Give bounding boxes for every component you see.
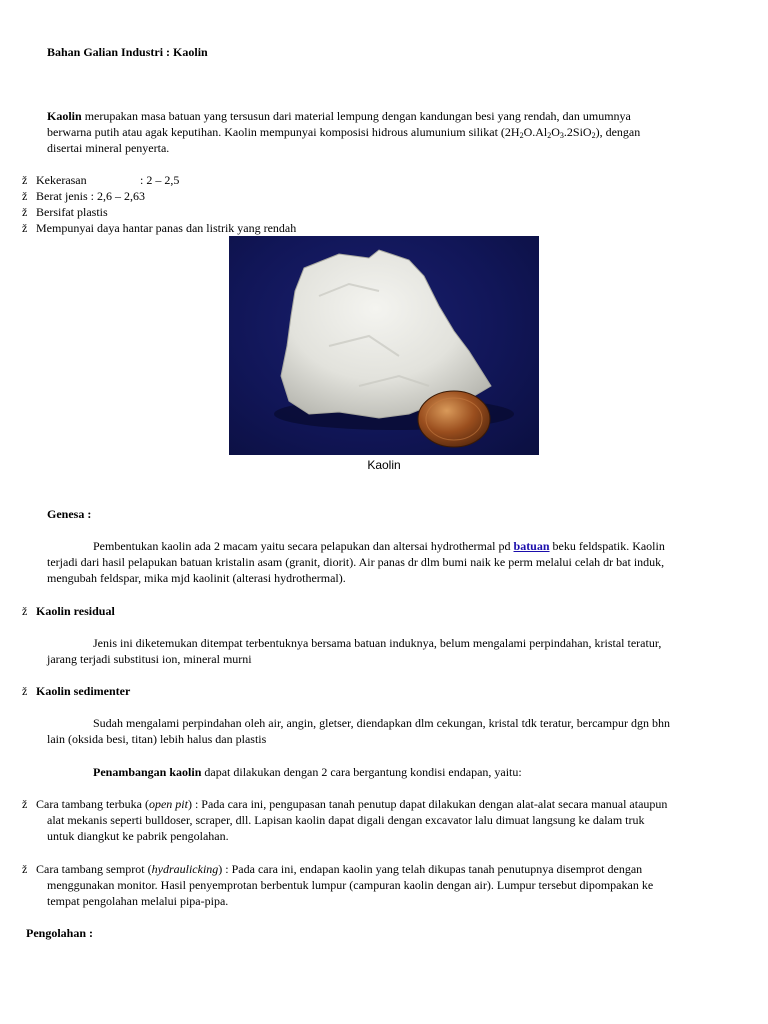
hydraulicking-line-1: Cara tambang semprot (hydraulicking) : Pada cara ini, endapan kaolin yang telah dikupas tanah penutupnya disemprot dengan <box>36 862 643 876</box>
bullet-marker: ž <box>22 862 28 876</box>
genesa-line-3: mengubah feldspar, mika mjd kaolinit (alterasi hydrothermal). <box>47 571 346 585</box>
page-title: Bahan Galian Industri : Kaolin <box>47 45 208 59</box>
open-pit-line-3: untuk diangkut ke pabrik pengolahan. <box>47 829 229 843</box>
open-pit-line-2: alat mekanis seperti bulldoser, scraper, dll. Lapisan kaolin dapat digali dengan excavator lalu dimuat langsung ke dalam truk <box>47 813 645 827</box>
intro-line-2: berwarna putih atau agak keputihan. Kaolin mempunyai komposisi hidrous alumunium silikat $(2H_2O.Al_2O_3.2SiO_2)$, dengan <box>47 125 641 140</box>
processing-heading: Pengolahan : <box>26 926 94 940</box>
genesa-heading: Genesa : <box>47 507 92 521</box>
sediment-heading: Kaolin sedimenter <box>36 684 131 698</box>
kaolin-rock-illustration <box>229 236 539 455</box>
hydraulicking-line-2: menggunakan monitor. Hasil penyemprotan berbentuk lumpur (campuran kaolin dengan air). Lumpur tersebut dipompakan ke <box>47 878 654 892</box>
residual-heading: Kaolin residual <box>36 604 115 618</box>
batuan-link[interactable]: batuan <box>513 539 550 553</box>
penny-coin <box>418 391 490 447</box>
residual-line-1: Jenis ini diketemukan ditempat terbentuknya bersama batuan induknya, belum mengalami perpindahan, kristal teratur, <box>93 636 662 650</box>
sediment-line-1: Sudah mengalami perpindahan oleh air, angin, gletser, diendapkan dlm cekungan, kristal tdk teratur, bercampur dgn bhn <box>93 716 671 730</box>
genesa-line-1: Pembentukan kaolin ada 2 macam yaitu secara pelapukan dan altersai hydrothermal pd batuan beku feldspatik. Kaolin <box>93 539 665 553</box>
bullet-marker: ž <box>22 604 28 618</box>
bullet-marker: ž <box>22 221 28 235</box>
mining-intro: Penambangan kaolin dapat dilakukan dengan 2 cara bergantung kondisi endapan, yaitu: <box>93 765 522 779</box>
image-caption: Kaolin <box>367 458 401 472</box>
bullet-marker: ž <box>22 797 28 811</box>
intro-line-3: disertai mineral penyerta. <box>47 141 170 155</box>
open-pit-line-1: Cara tambang terbuka (open pit) : Pada cara ini, pengupasan tanah penutup dapat dilakukan dengan alat-alat secara manual ataupun <box>36 797 668 811</box>
property-hardness: Kekerasan : 2 – 2,5 <box>36 173 180 187</box>
property-plastic: Bersifat plastis <box>36 205 108 219</box>
bullet-marker: ž <box>22 684 28 698</box>
property-conductivity: Mempunyai daya hantar panas dan listrik yang rendah <box>36 221 297 235</box>
sediment-line-2: lain (oksida besi, titan) lebih halus dan plastis <box>47 732 267 746</box>
hydraulicking-line-3: tempat pengolahan melalui pipa-pipa. <box>47 894 229 908</box>
residual-line-2: jarang terjadi substitusi ion, mineral murni <box>47 652 252 666</box>
genesa-line-2: terjadi dari hasil pelapukan batuan kristalin asam (granit, diorit). Air panas dr dlm bumi naik ke perm melalui celah dr bat induk, <box>47 555 665 569</box>
property-density: Berat jenis : 2,6 – 2,63 <box>36 189 145 203</box>
intro-line-1: Kaolin merupakan masa batuan yang tersusun dari material lempung dengan kandungan besi yang rendah, dan umumnya <box>47 109 631 123</box>
bullet-marker: ž <box>22 205 28 219</box>
bullet-marker: ž <box>22 189 28 203</box>
kaolin-photo <box>229 236 539 455</box>
bullet-marker: ž <box>22 173 28 187</box>
